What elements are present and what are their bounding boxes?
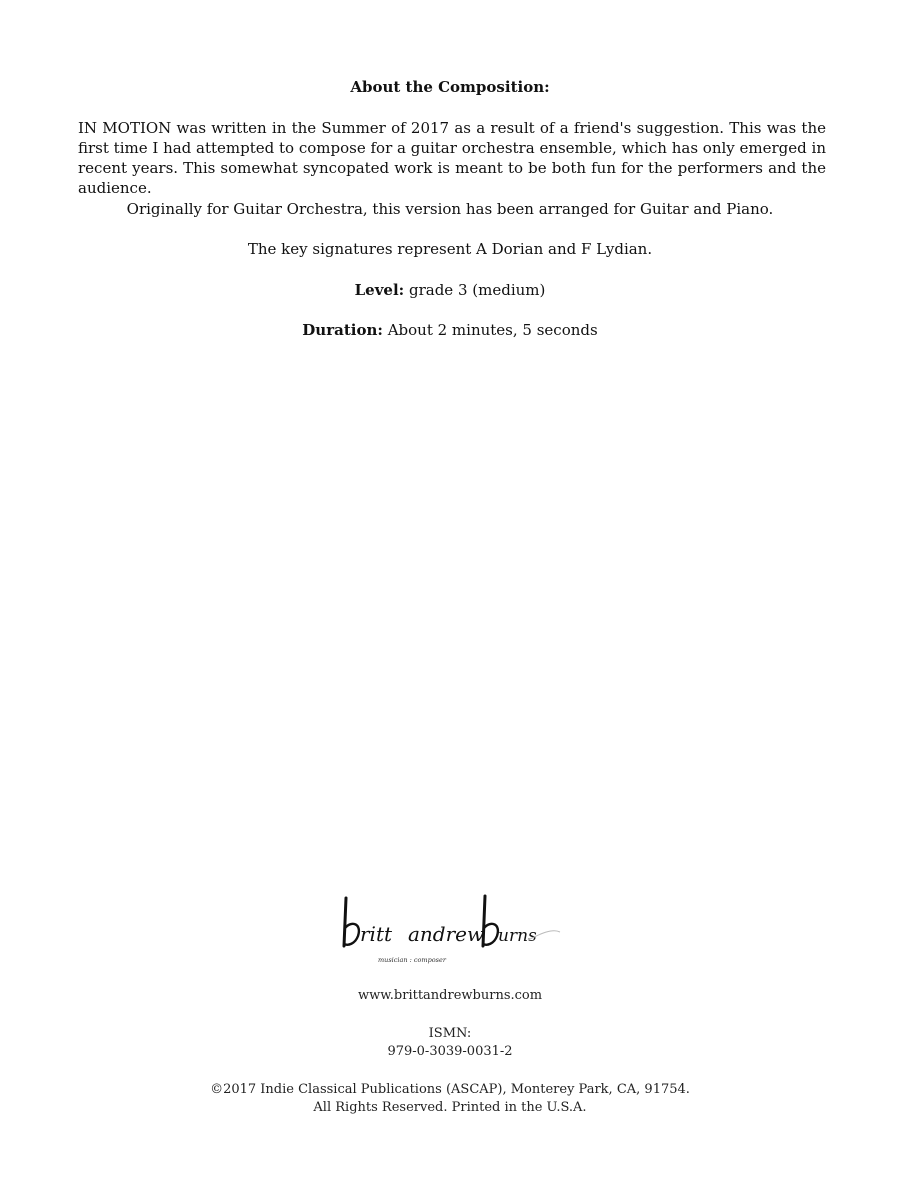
level-value: grade 3 (medium) — [404, 281, 546, 299]
logo-text-ritt: ritt — [360, 922, 393, 946]
duration-value: About 2 minutes, 5 seconds — [382, 321, 598, 339]
ismn-label: ISMN: — [428, 1026, 472, 1041]
level-label: Level: — [354, 281, 405, 299]
website-link[interactable]: www.brittandrewburns.com — [357, 988, 543, 1003]
composer-logo-graphic — [330, 888, 570, 968]
about-heading: About the Composition: — [350, 78, 550, 96]
logo-tagline: musician : composer — [378, 956, 446, 964]
copyright-line: ©2017 Indie Classical Publications (ASCAP), Monterey Park, CA, 91754. — [210, 1082, 690, 1097]
level-line — [0, 281, 900, 299]
key-signatures-note: The key signatures represent A Dorian and F Lydian. — [247, 240, 653, 258]
duration-line — [0, 321, 900, 339]
ismn-number: 979-0-3039-0031-2 — [387, 1044, 513, 1059]
logo-text-andrew: andrew — [408, 922, 485, 946]
duration-label: Duration: — [302, 321, 383, 339]
logo-text-urns: urns — [498, 926, 537, 946]
composer-logo — [330, 888, 570, 968]
arrangement-note: Originally for Guitar Orchestra, this version has been arranged for Guitar and Piano. — [126, 200, 774, 218]
about-paragraph: IN MOTION was written in the Summer of 2017 as a result of a friend's suggestion. This was the first time I had attempted to compose for a guitar orchestra ensemble, which has only emerged in recent years. This somewhat syncopated work is meant to be both fun for the performers and the audience. — [78, 119, 826, 197]
rights-line: All Rights Reserved. Printed in the U.S.A. — [313, 1100, 587, 1115]
